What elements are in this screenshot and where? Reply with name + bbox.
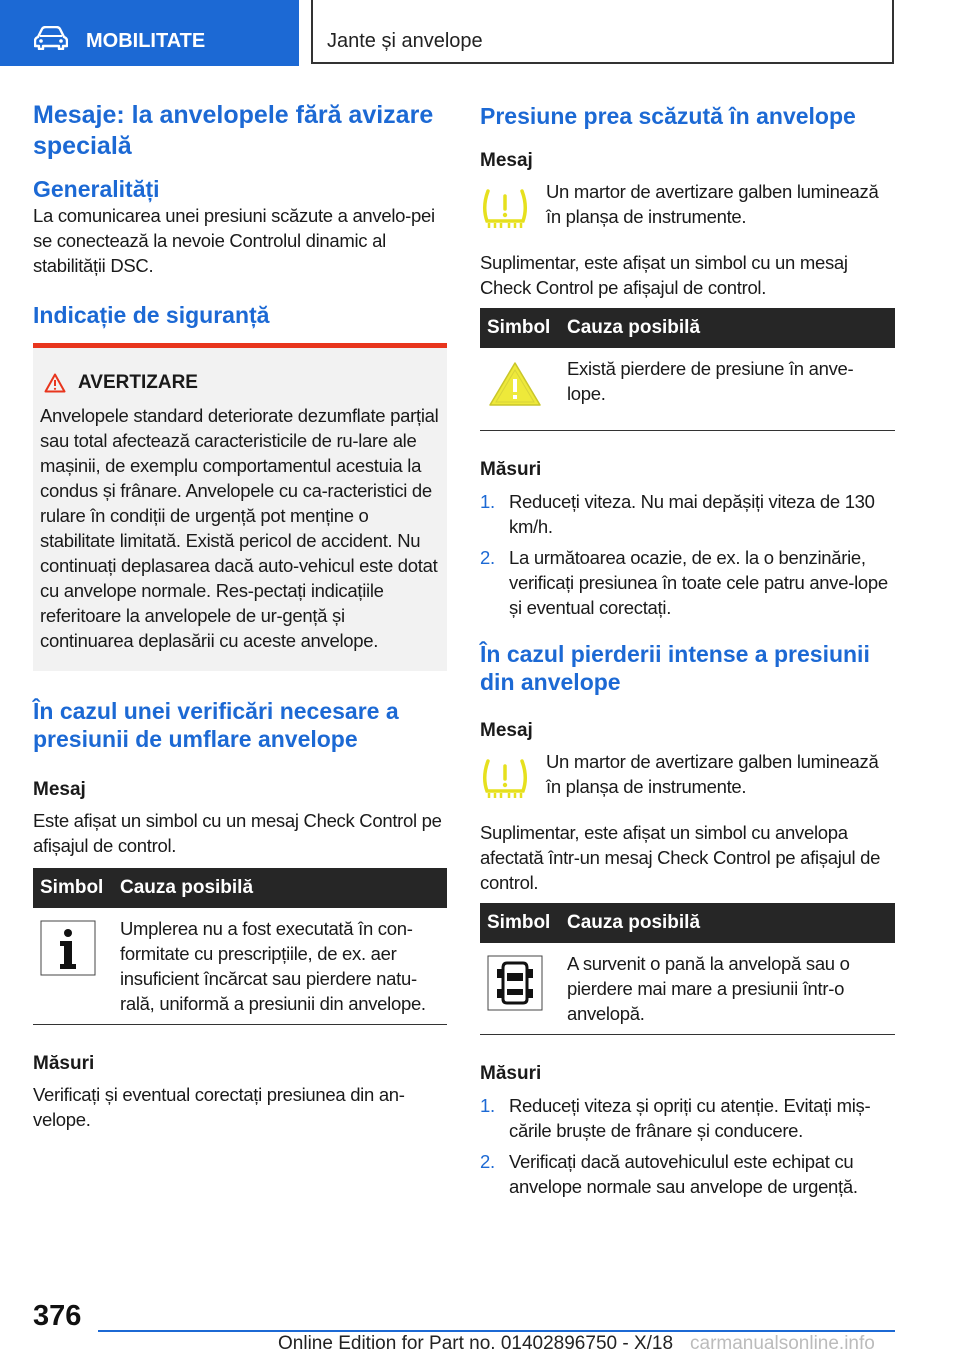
- left-column: [33, 100, 447, 1132]
- list-item: 1. Reduceți viteza. Nu mai depășiți viteza de 130 km/h.: [480, 491, 875, 537]
- safety-heading: Indicație de siguranță: [33, 302, 270, 328]
- measures-list: [480, 1093, 895, 1199]
- message-label: Mesaj: [33, 779, 86, 800]
- measures-text: Verificați și eventual corectați presiunea din an-velope.: [33, 1084, 405, 1130]
- message-label: Mesaj: [480, 720, 533, 741]
- warning-text: Anvelopele standard deteriorate dezumflate parțial sau total afectează caracteristicile de ru-lare ale mașinii, de exemplu comportamentul acestuia la condus și frânare. Anvelopele cu ca-racteristici de rulare în condiții de urgență pot menține o stabilitate limitată. Există pericol de accident. Nu continuați deplasarea dacă auto-vehicul este dotat cu anvelope normale. Res-pectați indicațiile referitoare la anvelopele de ur-gență și continuarea deplasării cu aceste anvelope.: [40, 405, 439, 651]
- extra-text: Suplimentar, este afișat un simbol cu anvelopa afectată într-un mesaj Check Control pe afișajul de control.: [480, 822, 881, 893]
- edition-text: Online Edition for Part no. 01402896750 - X/18: [278, 1333, 674, 1354]
- warning-title: AVERTIZARE: [78, 372, 198, 393]
- warning-box: [33, 343, 447, 671]
- measures-label: Măsuri: [33, 1053, 95, 1074]
- car-icon: [34, 26, 68, 50]
- list-item: 1. Reduceți viteza și opriți cu atenție. Evitați miș-cările bruște de frânare și conducere.: [480, 1095, 871, 1141]
- chapter-title: Jante și anvelope: [327, 30, 483, 52]
- general-text: La comunicarea unei presiuni scăzute a anvelo-pei se conectează la nevoie Controlul dinamic al stabilității DSC.: [33, 205, 435, 276]
- cause-text: Umplerea nu a fost executată în con-formitate cu prescripțiile, de ex. aer insuficient încărcat sau pierdere natu-rală, uniformă a presiunii din anvelope.: [113, 908, 447, 1025]
- measures-label: Măsuri: [480, 459, 542, 480]
- watermark: carmanualsonline.info: [690, 1333, 875, 1354]
- page-title: Mesaje: la anvelopele fără avizare specială: [33, 101, 434, 160]
- warning-triangle-icon: [44, 373, 66, 393]
- col-symbol: Simbol: [480, 308, 560, 348]
- footer-divider: [98, 1330, 895, 1332]
- cause-text: A survenit o pană la anvelopă sau o pierdere mai mare a presiunii într-o anvelopă.: [560, 943, 895, 1035]
- right-column: [480, 100, 895, 1205]
- info-icon: [40, 920, 96, 976]
- page-number: 376: [33, 1300, 82, 1332]
- section-tab: [0, 0, 299, 66]
- symbol-table: [480, 308, 895, 431]
- chapter-tab: [311, 0, 894, 64]
- cause-text: Există pierdere de presiune în anve-lope.: [560, 348, 895, 431]
- message-label: Mesaj: [480, 150, 533, 171]
- check-heading: În cazul unei verificări necesare a presiunii de umflare anvelope: [33, 698, 399, 752]
- table-row: [33, 908, 447, 1025]
- warning-triangle-icon: [487, 360, 543, 408]
- section-title: MOBILITATE: [86, 30, 206, 52]
- col-symbol: Simbol: [33, 868, 113, 908]
- list-item: 2. La următoarea ocazie, de ex. la o benzinărie, verificați presiunea în toate cele patru anve-lope și eventual corectați.: [480, 547, 888, 618]
- col-symbol: Simbol: [480, 903, 560, 943]
- general-heading: Generalități: [33, 176, 160, 202]
- low-pressure-heading: Presiune prea scăzută în anvelope: [480, 103, 856, 129]
- tpms-warning-icon: [480, 757, 530, 801]
- symbol-table: [480, 903, 895, 1035]
- list-item: 2. Verificați dacă autovehiculul este echipat cu anvelope normale sau anvelope de urgență.: [480, 1151, 858, 1197]
- measures-list: [480, 489, 895, 620]
- message-text: Este afișat un simbol cu un mesaj Check Control pe afișajul de control.: [33, 810, 442, 856]
- table-row: [480, 348, 895, 431]
- car-tire-icon: [487, 955, 543, 1011]
- symbol-table: [33, 868, 447, 1025]
- table-row: [480, 943, 895, 1035]
- col-cause: Cauza posibilă: [560, 308, 895, 348]
- message-text: Un martor de avertizare galben luminează în planșa de instrumente.: [546, 181, 879, 227]
- extra-text: Suplimentar, este afișat un simbol cu un mesaj Check Control pe afișajul de control.: [480, 252, 848, 298]
- measures-label: Măsuri: [480, 1063, 542, 1084]
- tpms-warning-icon: [480, 187, 530, 231]
- loss-heading: În cazul pierderii intense a presiunii din anvelope: [480, 641, 870, 695]
- col-cause: Cauza posibilă: [113, 868, 447, 908]
- message-text: Un martor de avertizare galben luminează în planșa de instrumente.: [546, 751, 879, 797]
- col-cause: Cauza posibilă: [560, 903, 895, 943]
